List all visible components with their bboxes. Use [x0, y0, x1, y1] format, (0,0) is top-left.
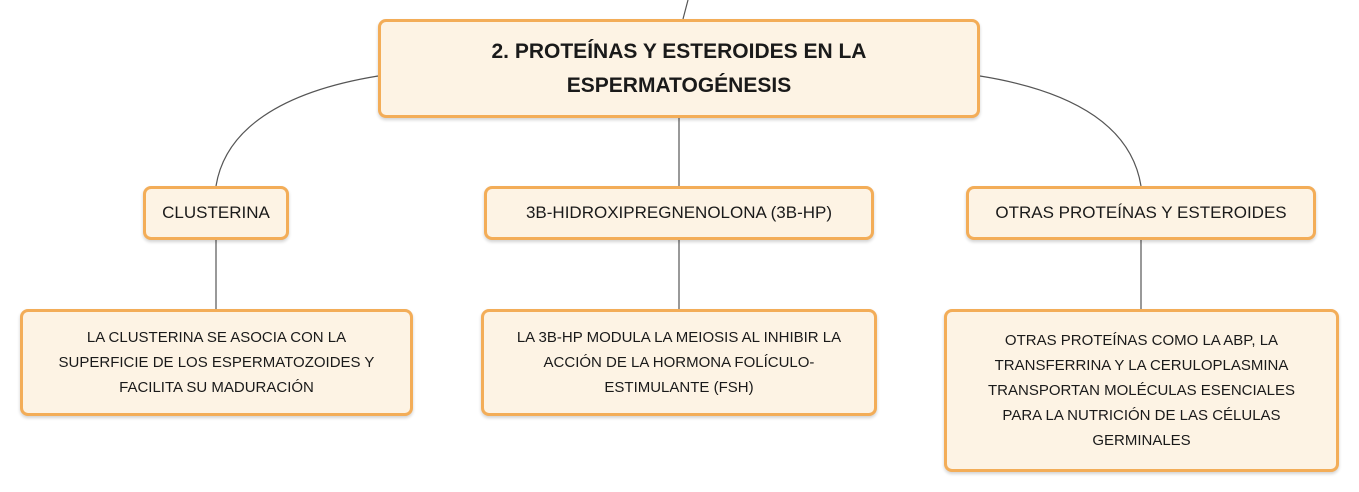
- detail-node-otras[interactable]: [944, 309, 1339, 472]
- detail-node-3bhp[interactable]: [481, 309, 877, 416]
- connector-root-clusterina: [216, 76, 378, 186]
- topic-label: CLUSTERINA: [162, 203, 270, 222]
- detail-node-clusterina[interactable]: [20, 309, 413, 416]
- root-node[interactable]: [378, 19, 980, 118]
- topic-node-otras[interactable]: [966, 186, 1316, 240]
- detail-text: LA CLUSTERINA SE ASOCIA CON LA SUPERFICIE DE LOS ESPERMATOZOIDES Y FACILITA SU MADURACIÓN: [58, 329, 375, 396]
- topic-label: OTRAS PROTEÍNAS Y ESTEROIDES: [995, 203, 1287, 222]
- detail-text: LA 3Β-HP MODULA LA MEIOSIS AL INHIBIR LA ACCIÓN DE LA HORMONA FOLÍCULO- ESTIMULANTE (FSH): [516, 329, 842, 396]
- detail-text: OTRAS PROTEÍNAS COMO LA ABP, LA TRANSFERRINA Y LA CERULOPLASMINA TRANSPORTAN MOLÉCULAS ESENCIALES PARA LA NUTRICIÓN DE LAS CÉLULAS GERMINALES: [987, 332, 1296, 449]
- root-title: 2. PROTEÍNAS Y ESTEROIDES EN LA ESPERMATOGÉNESIS: [491, 39, 867, 97]
- connector-parent: [683, 0, 688, 19]
- topic-node-3bhp[interactable]: [484, 186, 874, 240]
- topic-label: 3Β-HIDROXIPREGNENOLONA (3Β-HP): [525, 203, 833, 222]
- topic-node-clusterina[interactable]: [143, 186, 289, 240]
- connector-root-otras: [980, 76, 1141, 186]
